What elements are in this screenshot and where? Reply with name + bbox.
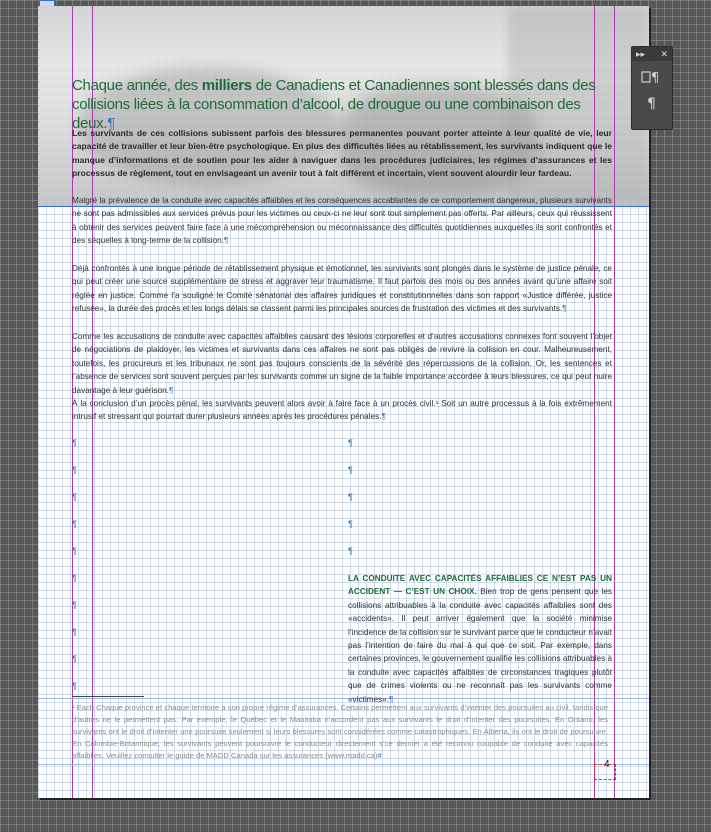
svg-text:¶: ¶	[647, 96, 656, 112]
pilcrow-mark: ¶	[107, 115, 115, 132]
empty-paragraph-mark: ¶	[72, 681, 77, 691]
body-text: À la conclusion d’un procès pénal, les survivants peuvent alors avoir à faire face à un procès civil.¹ Soit un autre processus à la fois extrêmement intrusif et stressant qui pourrait durer plusieurs années après les procédures pénales.	[72, 399, 612, 422]
body-paragraph[interactable]	[72, 397, 612, 424]
page-number: 4	[604, 759, 610, 770]
empty-paragraph-mark: ¶	[72, 438, 77, 448]
intro-paragraph[interactable]	[72, 127, 612, 181]
footnote-text: ¹ Each Chaque province et chaque territoire a son propre régime d’assurances. Certains permettent aux survivants d’intenter des poursuites au civil, tandis que d’autres ne le permettent pas. Par exemple, le Québec et le Manitoba n’accordent pas aux survivants le droit d’intenter des poursuites. En Ontario, les survivants ont le droit d’intenter une poursuite seulement si leurs blessures sont considérées comme catastrophiques. En Alberta, ils ont le droit de poursuivre. En Colombie-Britannique, les survivants peuvent poursuivre le conducteur directement s’ce dernier a été reconnu coupable de conduite avec capacités affaiblies. Veuillez consulter le guide de MADD Canada sur les assurances (www.madd.ca)	[72, 703, 608, 760]
pilcrow-mark: ¶	[224, 236, 229, 246]
body-text: Comme les accusations de conduite avec capacités affaiblies causant des lésions corporelles et d’autres accusations connexes font souvent l’objet de négociations de plaidoyer, les victimes et survivants dans ces affaires ne sont pas obligés de revivre la collision en cour. Malheureusement, toutefois, les procureurs et les tribunaux ne sont pas toujours conscients de la sévérité des répercussions de la collision. Or, les sentences et l’absence de services sont souvent perçues par les survivants comme un signe de la faible importance accordée à leurs blessures, ce qui peut nuire davantage à leur guérison.	[72, 332, 612, 395]
intro-text: Les survivants de ces collisions subissent parfois des blessures permanentes pouvant porter atteinte à leur qualité de vie, leur capacité de travailler et leur bien-être psychologique. En plus des difficultés liées au rétablissement, les survivants indiquent que le manque d’informations et de soutien pour les aider à naviguer dans les procédures judiciaires, les régimes d’assurances et les processus de règlement, tout en envisageant un avenir tout à fait différent et incertain, vient souvent alourdir leur fardeau.	[72, 128, 612, 179]
empty-paragraph-mark: ¶	[72, 546, 77, 556]
paragraph-icon[interactable]	[639, 93, 665, 113]
close-icon[interactable]: ✕	[660, 48, 668, 59]
sidebar-body: Bien trop de gens pensent que les collisions attribuables à la conduite avec capacités affaiblies sont des «accidents». Il peut arriver également que la société minimise l’incidence de la collision sur le survivant parce que le conducteur n’avait pas l’intention de faire du mal à qui que ce soit. Par exemple, dans certaines provinces, le gouvernement qualifie les collisions attribuables à la conduite avec capacités affaiblies de circonstances tragiques plutôt que de crimes violents ou ne reconnaît pas les survivants comme «victimes».	[348, 587, 612, 704]
sidebar-textbox[interactable]	[348, 572, 612, 706]
empty-paragraph-mark: ¶	[348, 546, 353, 556]
footnote[interactable]	[72, 702, 608, 762]
end-of-story-mark: #	[377, 751, 382, 760]
empty-paragraph-mark: ¶	[72, 492, 77, 502]
pilcrow-mark: ¶	[168, 385, 174, 395]
footnote-rule	[72, 696, 144, 697]
collapse-icon[interactable]: ▸▸	[636, 48, 646, 59]
empty-paragraph-mark: ¶	[348, 438, 353, 448]
headline[interactable]	[72, 76, 612, 133]
empty-paragraph-mark: ¶	[348, 465, 353, 475]
sidebar-lead: LA CONDUITE AVEC CAPACITÉS AFFAIBLIES CE N’EST PAS UN ACCIDENT — C’EST UN CHOIX.	[348, 574, 612, 597]
document-page[interactable]	[38, 6, 649, 798]
empty-paragraph-mark: ¶	[72, 627, 77, 637]
body-text: Malgré la prévalence de la conduite avec capacités affaiblies et les conséquences accablantes de ce comportement dangereux, plusieurs survivants ne sont pas admissibles aux services prévus pour les victimes ou ceux-ci ne leur sont tout simplement pas offerts. Par ailleurs, ceux qui réussissent à obtenir des services peuvent faire face à une mécompréhension ou méconnaissance des difficultés quotidiennes auxquelles ils sont confrontés et des séquelles à long-terme de la collision.	[72, 196, 612, 246]
svg-text:¶: ¶	[651, 71, 660, 86]
empty-paragraph-mark: ¶	[72, 465, 77, 475]
pilcrow-mark: ¶	[388, 694, 394, 704]
body-paragraph[interactable]	[72, 194, 612, 248]
paragraph-styles-panel[interactable]	[631, 46, 673, 130]
margin-guide	[614, 6, 615, 798]
empty-paragraph-mark: ¶	[348, 492, 353, 502]
panel-header	[632, 47, 672, 61]
body-paragraph[interactable]	[72, 330, 612, 397]
pilcrow-mark: ¶	[381, 412, 386, 422]
frame-edge	[38, 764, 649, 765]
empty-paragraph-mark: ¶	[72, 600, 77, 610]
empty-paragraph-mark: ¶	[72, 519, 77, 529]
body-text: Déjà confrontés à une longue période de rétablissement physique et émotionnel, les survivants sont plongés dans le système de justice pénale, ce qui peut créer une source supplémentaire de stress et aggraver leur traumatisme. Il faut parfois des mois ou des années avant qu’une affaire soit réglée en justice. Comme l’a souligné le Comité sénatorial des affaires juridiques et constitutionnelles dans son rapport «Justice différée, justice refusée», la durée des procès et les longs délais se classent parmi les principales sources de frustration des victimes et des survivants.	[72, 264, 612, 314]
headline-prefix: Chaque année, des	[72, 77, 202, 94]
empty-paragraph-mark: ¶	[72, 654, 77, 664]
headline-bold: milliers	[201, 77, 252, 94]
body-paragraph[interactable]	[72, 262, 612, 316]
pilcrow-mark: ¶	[562, 304, 567, 314]
headline-suffix: de Canadiens et Canadiennes sont blessés dans des collisions liées à la consommation d’alcool, de drougue ou une combinaison des deux.	[72, 77, 596, 132]
empty-paragraph-mark: ¶	[72, 573, 77, 583]
paragraph-styles-icon[interactable]	[639, 67, 665, 87]
empty-paragraph-mark: ¶	[348, 519, 353, 529]
